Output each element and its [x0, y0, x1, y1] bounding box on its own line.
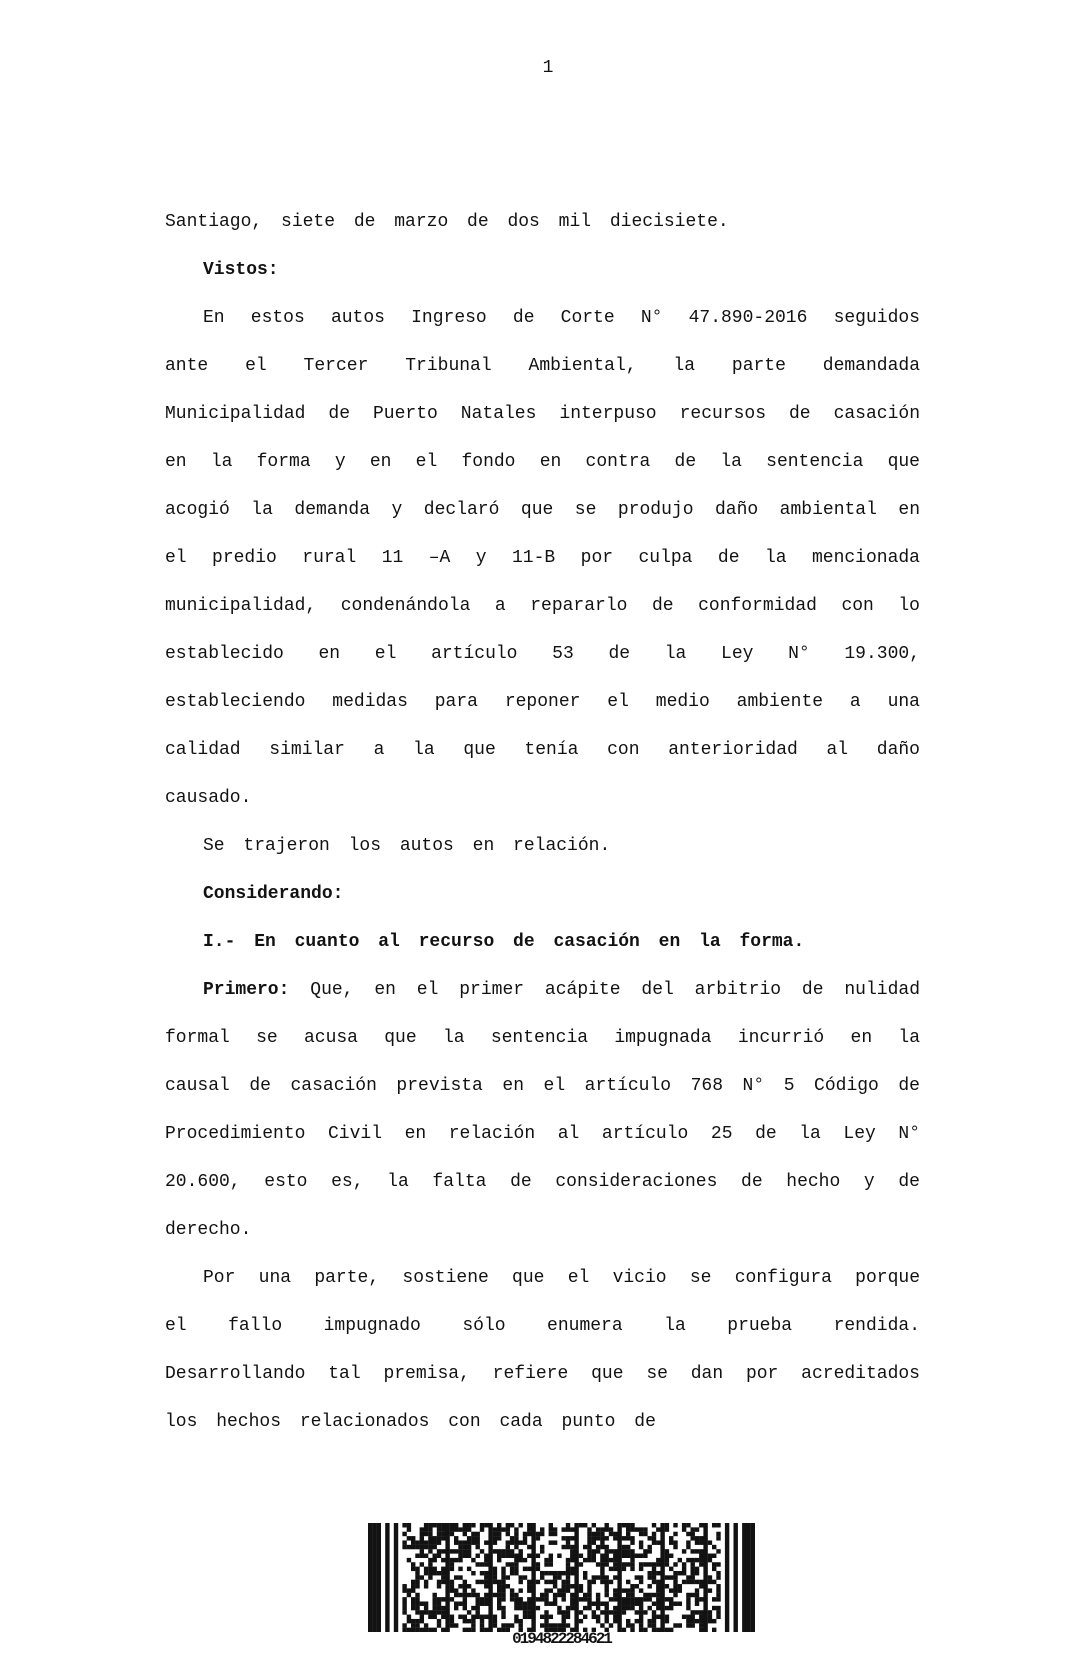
vistos-paragraph: En estos autos Ingreso de Corte N° 47.890-2016 seguidos ante el Tercer Tribunal Ambiental, la parte demandada Municipalidad de Puerto Natales interpuso recursos de casación en la forma y en el fondo en contra de la sentencia que acogió la demanda y declaró que se produjo daño ambiental en el predio rural 11 –A y 11-B por culpa de la mencionada municipalidad, condenándola a repararlo de conformidad con lo establecido en el artículo 53 de la Ley N° 19.300, estableciendo medidas para reponer el medio ambiente a una calidad similar a la que tenía con anterioridad al daño causado. [165, 308, 920, 808]
primero-label: Primero: [203, 980, 290, 1000]
document-body [165, 198, 920, 1446]
por-una-parte-paragraph: Por una parte, sostiene que el vicio se configura porque el fallo impugnado sólo enumera la prueba rendida. Desarrollando tal premisa, refiere que se dan por acreditados los hechos relacionados con cada punto de [165, 1268, 920, 1432]
primero-text: Que, en el primer acápite del arbitrio de nulidad formal se acusa que la sentencia impugnada incurrió en la causal de casación prevista en el artículo 768 N° 5 Código de Procedimiento Civil en relación al artículo 25 de la Ley N° 20.600, esto es, la falta de consideraciones de hecho y de derecho. [165, 980, 920, 1240]
barcode [368, 1523, 755, 1632]
vistos-heading: Vistos: [203, 260, 279, 280]
barcode-number: 0194822284621 [512, 1630, 611, 1648]
page-number: 1 [542, 58, 554, 78]
autos-relacion-paragraph: Se trajeron los autos en relación. [203, 836, 611, 856]
considerando-heading: Considerando: [203, 884, 344, 904]
date-line: Santiago, siete de marzo de dos mil diecisiete. [165, 212, 729, 232]
primero-paragraph [165, 966, 920, 1254]
casacion-forma-heading: I.- En cuanto al recurso de casación en la forma. [203, 932, 805, 952]
barcode-svg [368, 1523, 755, 1632]
